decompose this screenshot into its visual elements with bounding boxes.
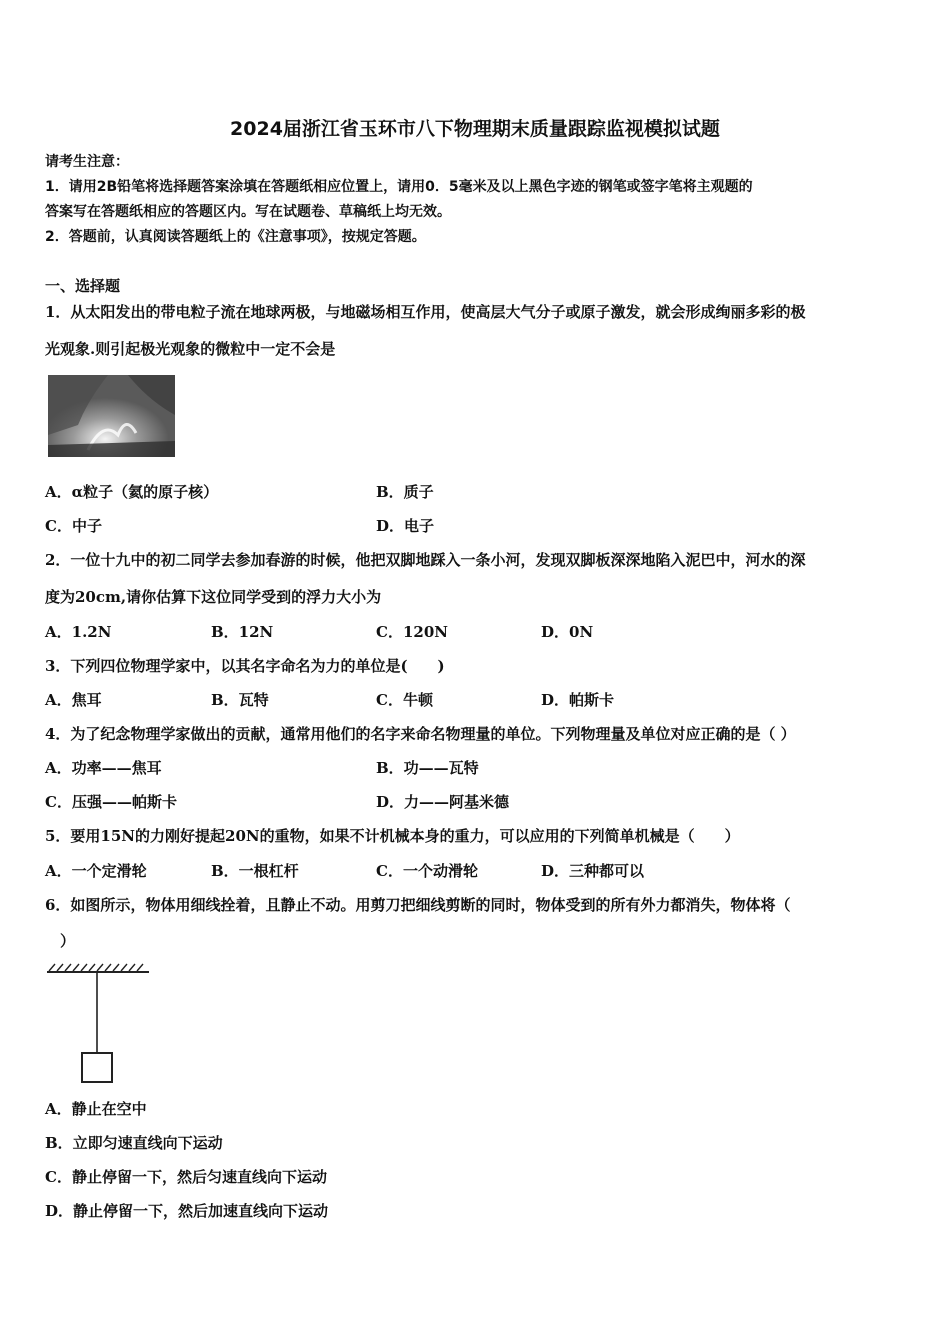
question-6-option-c: C．静止停留一下，然后匀速直线向下运动 — [45, 1168, 327, 1186]
question-2-option-d: D．0N — [541, 623, 594, 641]
notice-heading: 请考生注意： — [45, 154, 129, 170]
question-6-option-d: D．静止停留一下，然后加速直线向下运动 — [45, 1202, 329, 1220]
notice-item-1-line-1: 1．请用2B铅笔将选择题答案涂填在答题纸相应位置上，请用0．5毫米及以上黑色字迹的钢笔或签字笔将主观题的 — [45, 179, 753, 195]
question-4-option-d: D．力——阿基米德 — [376, 793, 510, 811]
question-3-stem: 3．下列四位物理学家中，以其名字命名为力的单位是( ) — [45, 657, 445, 675]
question-1-option-b: B．质子 — [376, 483, 434, 501]
question-1-stem-line-2: 光观象.则引起极光观象的微粒中一定不会是 — [45, 340, 336, 358]
section-heading: 一、选择题 — [45, 277, 121, 295]
question-3-option-c: C．牛顿 — [376, 691, 433, 709]
question-6-option-a: A．静止在空中 — [45, 1100, 147, 1118]
question-3-option-b: B．瓦特 — [211, 691, 269, 709]
aurora-photo — [48, 375, 175, 457]
question-1-stem-line-1: 1．从太阳发出的带电粒子流在地球两极，与地磁场相互作用，使高层大气分子或原子激发，就会形成绚丽多彩的极 — [45, 303, 806, 321]
question-5-option-a: A．一个定滑轮 — [45, 862, 147, 880]
question-2-option-b: B．12N — [211, 623, 274, 641]
question-6-stem-line-1: 6．如图所示，物体用细线拴着，且静止不动。用剪刀把细线剪断的同时，物体受到的所有外力都消失，物体将（ — [45, 896, 791, 914]
question-1-option-c: C．中子 — [45, 517, 102, 535]
question-6-option-b: B．立即匀速直线向下运动 — [45, 1134, 223, 1152]
question-6-stem-line-2: ） — [45, 932, 76, 950]
question-1-option-a: A．α粒子（氦的原子核） — [45, 483, 219, 501]
question-4-option-a: A．功率——焦耳 — [45, 759, 162, 777]
question-5-option-b: B．一根杠杆 — [211, 862, 299, 880]
question-2-stem-line-2: 度为20cm,请你估算下这位同学受到的浮力大小为 — [45, 588, 382, 606]
question-3-option-d: D．帕斯卡 — [541, 691, 615, 709]
question-5-stem: 5．要用15N的力刚好提起20N的重物，如果不计机械本身的重力，可以应用的下列简单机械是（ ） — [45, 827, 740, 845]
hanging-block-diagram — [45, 962, 151, 1086]
page-title: 2024届浙江省玉环市八下物理期末质量跟踪监视模拟试题 — [230, 118, 720, 140]
question-1-option-d: D．电子 — [376, 517, 435, 535]
question-3-option-a: A．焦耳 — [45, 691, 102, 709]
question-2-option-a: A．1.2N — [45, 623, 112, 641]
question-4-option-b: B．功——瓦特 — [376, 759, 479, 777]
question-4-option-c: C．压强——帕斯卡 — [45, 793, 177, 811]
question-2-option-c: C．120N — [376, 623, 448, 641]
question-4-stem: 4．为了纪念物理学家做出的贡献，通常用他们的名字来命名物理量的单位。下列物理量及单位对应正确的是（ ） — [45, 725, 796, 743]
question-5-option-c: C．一个动滑轮 — [376, 862, 478, 880]
notice-item-2: 2．答题前，认真阅读答题纸上的《注意事项》，按规定答题。 — [45, 229, 426, 245]
question-5-option-d: D．三种都可以 — [541, 862, 645, 880]
notice-item-1-line-2: 答案写在答题纸相应的答题区内。写在试题卷、草稿纸上均无效。 — [45, 204, 451, 220]
question-2-stem-line-1: 2．一位十九中的初二同学去参加春游的时候，他把双脚地踩入一条小河，发现双脚板深深地陷入泥巴中，河水的深 — [45, 551, 806, 569]
